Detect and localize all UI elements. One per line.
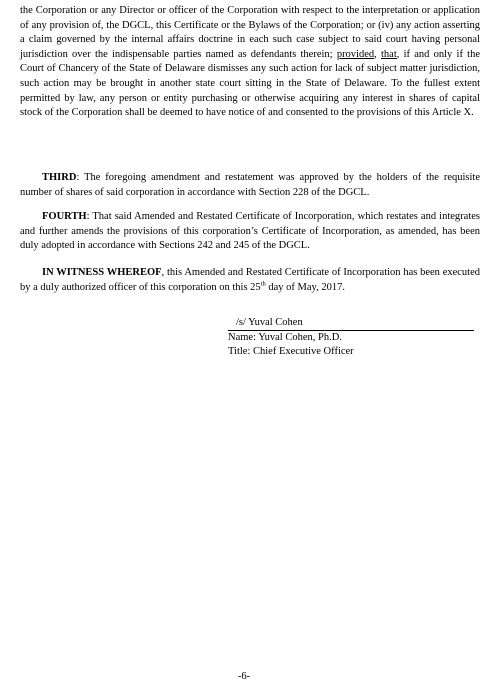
witness-heading: IN WITNESS WHEREOF (42, 267, 162, 278)
third-text: : The foregoing amendment and restatement was approved by the holders of the requisite number of shares of said corporation in accordance with Section 228 of the DGCL. (20, 172, 480, 198)
article-x-continuation-paragraph (20, 4, 480, 121)
provided-underlined: provided (336, 48, 375, 60)
that-underlined: that (381, 48, 397, 60)
third-heading: THIRD (42, 172, 77, 183)
fourth-heading: FOURTH (42, 211, 87, 222)
signature-line (228, 316, 474, 331)
witness-paragraph (20, 266, 480, 295)
page-number: -6- (237, 671, 251, 682)
article-text-part-2: , if and only if the Court of Chancery of the State of Delaware dismisses any such action for lack of subject matter jurisdiction, such action may be brought in another state court sitting in the State of Delaware. To the fullest extent permitted by law, any person or entity purchasing or otherwise acquiring any interest in shares of capital stock of the Corporation shall be deemed to have notice of and consented to the provisions of this Article X. (20, 48, 481, 119)
signer-name: Name: Yuval Cohen, Ph.D. (228, 332, 342, 343)
third-paragraph (20, 171, 480, 200)
witness-text-after: day of May, 2017. (265, 281, 345, 293)
comma: , (374, 48, 377, 60)
witness-text-before: , this Amended and Restated Certificate of Incorporation has been executed by a duly authorized officer of this corporation on this 25 (20, 267, 480, 293)
article-text-part-1: the Corporation or any Director or officer of the Corporation with respect to the interpretation or application of any provision of, the DGCL, this Certificate or the Bylaws of the Corporation; or (iv) any action asserting a claim governed by the internal affairs doctrine in each such case subject to said court having personal jurisdiction over the indispensable parties named as defendants therein; (20, 5, 480, 60)
date-superscript: th (260, 280, 266, 288)
fourth-text: : That said Amended and Restated Certificate of Incorporation, which restates and integrates and further amends the provisions of this corporation’s Certificate of Incorporation, as amended, has been duly adopted in accordance with Sections 242 and 245 of the DGCL. (20, 211, 480, 252)
signer-title: Title: Chief Executive Officer (228, 346, 354, 357)
fourth-paragraph (20, 210, 480, 254)
signature-text: /s/ Yuval Cohen (236, 317, 303, 328)
